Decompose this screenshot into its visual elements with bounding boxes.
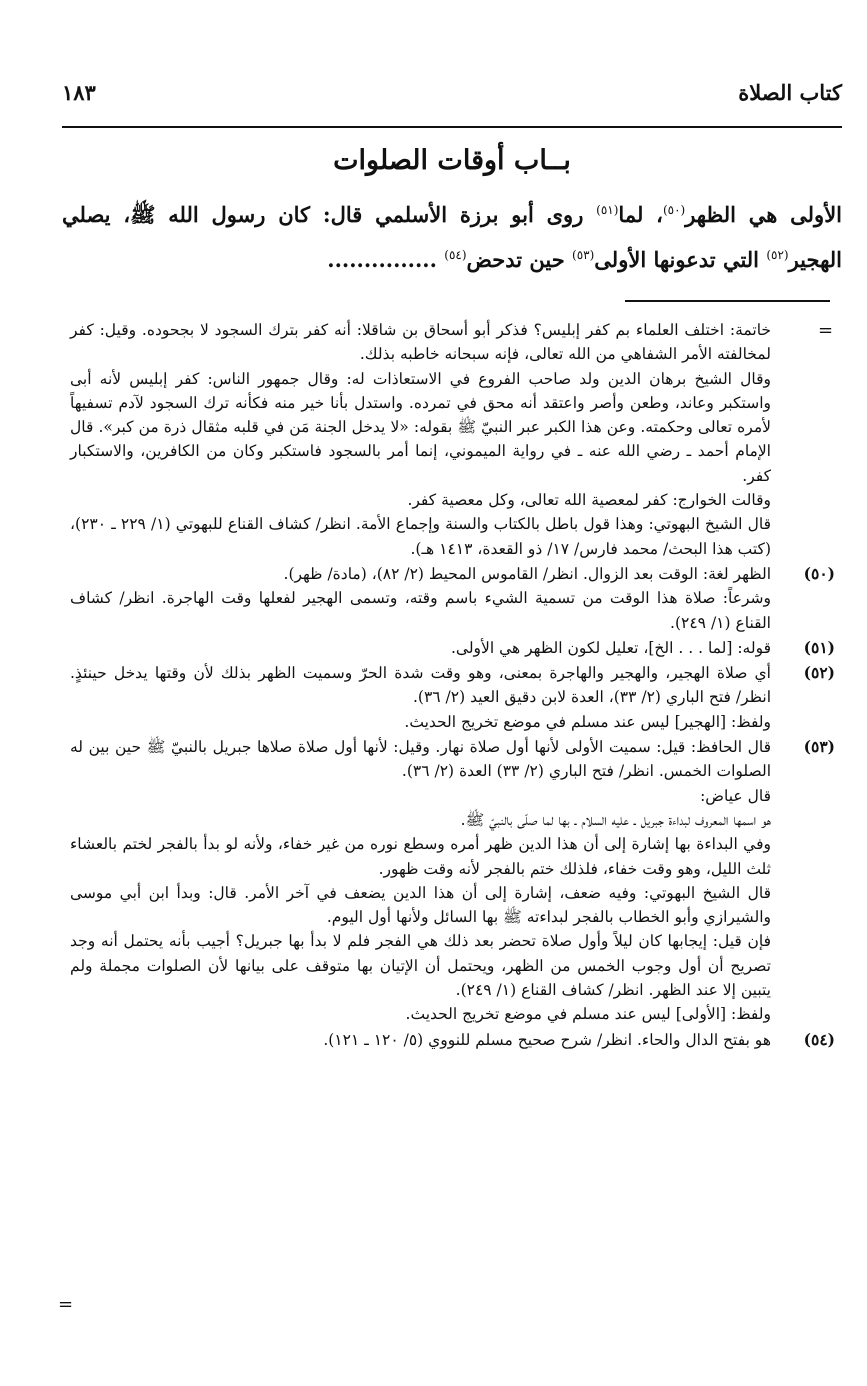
main-text-segment: التي تدعونها الأولى [594,247,767,272]
footnote-ref: (٥٤) [444,248,467,262]
page-header [62,72,842,112]
end-mark: = [58,1294,74,1315]
footnote-body [70,1028,771,1052]
footnote-paragraph: قال الحافظ: قيل: سميت الأولى لأنها أول صلاة نهار. وقيل: لأنها أول صلاة صلاها جبريل بالنبيّ ﷺ حين بين له الصلوات الخمس. انظر/ فتح الباري (٢/ ٣٣) العدة (٢/ ٣٦). [70,738,771,781]
footnote-number: (٥٢) [803,663,835,683]
main-text-segment: روى أبو برزة الأسلمي قال: كان رسول الله ﷺ، يصلي الهجير [62,202,842,272]
footnote-paragraph: هو بفتح الدال والحاء. انظر/ شرح صحيح مسلم للنووي (٥/ ١٢٠ ـ ١٢١). [323,1030,771,1049]
footnote-paragraph: خاتمة: اختلف العلماء بم كفر إبليس؟ فذكر أبو أسحاق بن شاقلا: أنه كفر بترك السجود لا بجحوده. وقيل: كفر لمخالفته الأمر الشفاهي من الله تعالى، فإنه سبحانه خاطبه بذلك. [70,321,771,364]
footnote-50 [70,562,835,635]
chapter-title: بــاب أوقات الصلوات [333,145,571,176]
main-text-dots: ............... [327,247,445,272]
footnote-paragraph: ولفظ: [الهجير] ليس عند مسلم في موضع تخريج الحديث. [404,712,771,731]
footnote-number: (٥١) [803,637,835,657]
footnote-paragraph: وفي البداءة بها إشارة إلى أن هذا الدين ظهر أمره وسطع نوره من غير خفاء، ولأنه لو بدأ بالفجر لختم بالعشاء ثلث الليل، وهو وقت خفاء، فلذلك ختم بالفجر لأنه وقت ظهور. [70,835,771,878]
footnote-paragraph: هو اسمها المعروف لبداءة جبريل ـ عليه السلام ـ بها لما صلّى بالنبيّ ﷺ. [460,810,771,829]
main-text-segment: حين تدحض [466,247,573,272]
footnote-paragraph: قال عياض: [700,786,771,805]
footnote-paragraph: قال الشيخ البهوتي: وهذا قول باطل بالكتاب والسنة وإجماع الأمة. انظر/ كشاف القناع للبهوتي (١/ ٢٢٩ ـ ٢٣٠)، (كتب هذا البحث/ محمد فارس/ ١٧/ ذو القعدة، ١٤١٣ هـ). [70,515,771,558]
footnote-ref: (٥٣) [572,248,595,262]
footnote-ref: (٥٠) [662,203,686,217]
footnote-continued [70,318,835,561]
main-text-intro-2: ، لما [618,202,663,227]
main-text-space [583,202,596,227]
footnote-51 [70,636,835,660]
footnote-paragraph: الظهر لغة: الوقت بعد الزوال. انظر/ القاموس المحيط (٢/ ٨٢)، (مادة/ ظهر). [283,564,771,583]
header-rule [62,126,842,128]
footnote-paragraph: قوله: [لما . . . الخ]، تعليل لكون الظهر هي الأولى. [450,638,771,657]
footnote-paragraph: أي صلاة الهجير، والهجير والهاجرة بمعنى، وهو وقت شدة الحرّ وسميت الظهر بذلك لأن وقتها يدخل حينئذٍ. انظر/ فتح الباري (٢/ ٣٣)، العدة لابن دقيق العيد (٢/ ٣٦). [70,664,771,707]
footnote-paragraph: ولفظ: [الأولى] ليس عند مسلم في موضع تخريج الحديث. [405,1005,771,1024]
footnote-ref: (٥١) [596,203,619,217]
footnote-paragraph: فإن قيل: إيجابها كان ليلاً وأول صلاة تحضر بعد ذلك هي الفجر فلم لا بدأ بها جبريل؟ أجيب بأنه يحتمل أنه وجد تصريح أن أول وجوب الخمس من الظهر، ويحتمل أن الإتيان بها متوقف على بيانها لأن الصلوات مجملة ولم يتبين إلا عند الظهر. انظر/ كشاف القناع (١/ ٢٤٩). [70,932,771,1000]
running-title: كتاب الصلاة [738,80,842,105]
main-text [62,190,842,280]
footnote-number: (٥٠) [803,563,835,583]
footnote-number: (٥٤) [803,1029,835,1049]
footnote-body [70,318,771,561]
footnote-paragraph: وقال الشيخ برهان الدين ولد صاحب الفروع في الاستعاذات له: وقال جمهور الناس: كفر إبليس لأنه أبى واستكبر وعاند، وطعن وأصر واعتقد أنه محق في تمرده. واستدل بأنا خير منه فكأنه ترك السجود لآدم تسفيهاً لأمره تعالى وحكمته. وعن هذا الكبر عبر النبيّ ﷺ بقوله: «لا يدخل الجنة مَن في قلبه مثقال ذرة من كبر». قال الإمام أحمد ـ رضي الله عنه ـ في رواية الميموني، إنما أمر بالسجود فاستكبر وكان من الكافرين، والاستكبار كفر. [70,369,771,485]
footnote-body [70,562,771,635]
footnote-53 [70,735,835,1027]
footnote-paragraph: وقالت الخوارج: كفر لمعصية الله تعالى، وكل معصية كفر. [407,491,771,510]
continuation-mark: = [818,320,834,341]
footnote-paragraph: وشرعاً: صلاة هذا الوقت من تسمية الشيء باسم وقته، وتسمى الهجير لفعلها وقت الهاجرة. انظر/ كشاف القناع (١/ ٢٤٩). [70,589,771,632]
main-text-intro: الأولى هي الظهر [685,202,842,227]
footnote-body [70,636,771,660]
footnote-54 [70,1028,835,1052]
page-number: ١٨٣ [62,80,96,105]
footnote-separator [625,300,830,302]
footnote-ref: (٥٢) [766,248,789,262]
footnote-body [70,735,771,1027]
footnote-52 [70,661,835,734]
footnote-number: (٥٣) [803,737,835,757]
footnote-body [70,661,771,734]
footnote-paragraph: قال الشيخ البهوتي: وفيه ضعف، إشارة إلى أن هذا الدين يضعف في آخر الأمر. قال: وبدأ ابن أبي موسى والشيرازي وأبو الخطاب بالفجر لبداءته ﷺ بها السائل ولأنها أول اليوم. [70,883,771,927]
footnote-number [771,318,835,561]
footnotes [70,318,835,1053]
